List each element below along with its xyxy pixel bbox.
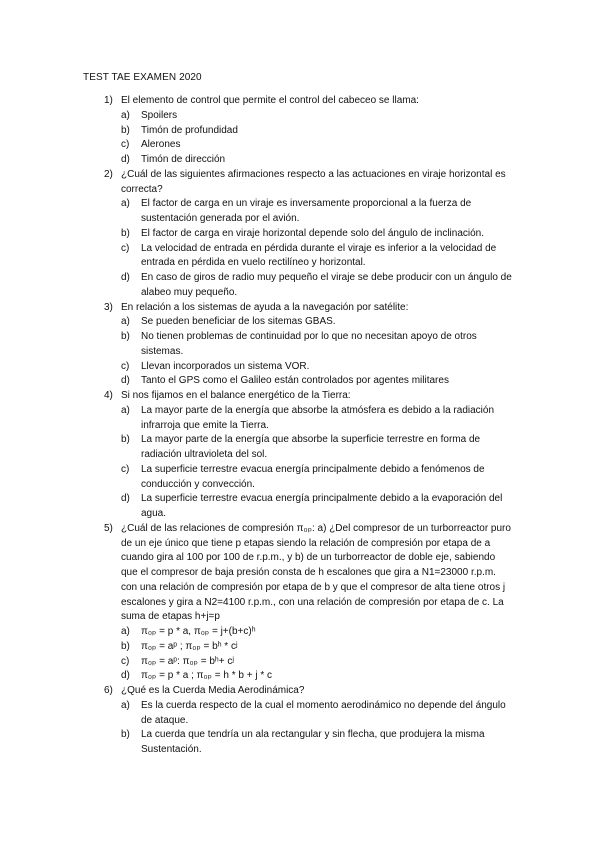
question-text: ¿Qué es la Cuerda Media Aerodinámica? bbox=[121, 685, 305, 696]
answer-option bbox=[0, 374, 600, 389]
question-text: El elemento de control que permite el control del cabeceo se llama: bbox=[121, 95, 419, 106]
option-letter: a) bbox=[121, 109, 130, 121]
answer-option bbox=[0, 212, 600, 227]
option-letter: d) bbox=[121, 375, 130, 387]
option-text: conducción y convección. bbox=[141, 478, 255, 490]
option-text: Llevan incorporados un sistema VOR. bbox=[141, 360, 310, 372]
question-line bbox=[0, 566, 600, 581]
option-text: de ataque. bbox=[141, 714, 189, 726]
option-text: La mayor parte de la energía que absorbe la atmósfera es debido a la radiación bbox=[141, 404, 495, 416]
option-letter: b) bbox=[121, 729, 130, 741]
question-text: Si nos fijamos en el balance energético de la Tierra: bbox=[121, 390, 351, 401]
option-letter: c) bbox=[121, 242, 130, 254]
option-text: Alerones bbox=[141, 139, 181, 151]
option-text: Timón de dirección bbox=[141, 154, 226, 165]
answer-option bbox=[0, 330, 600, 345]
answer-option bbox=[0, 197, 600, 212]
question-6 bbox=[0, 684, 600, 758]
question-line bbox=[0, 537, 600, 552]
answer-option bbox=[0, 507, 600, 522]
option-text: agua. bbox=[141, 508, 167, 519]
question-number: 3) bbox=[104, 301, 113, 313]
option-text: La velocidad de entrada en pérdida durante el viraje es inferior a la velocidad de bbox=[141, 242, 497, 254]
answer-option bbox=[0, 714, 600, 729]
option-letter: c) bbox=[121, 360, 130, 372]
option-letter: c) bbox=[121, 139, 130, 151]
answer-option bbox=[0, 448, 600, 463]
option-text: La superficie terrestre evacua energía principalmente debido a la evaporación del bbox=[141, 493, 503, 505]
answer-option bbox=[0, 625, 600, 640]
question-number: 6) bbox=[104, 685, 113, 696]
answer-option bbox=[0, 640, 600, 655]
option-text: sistemas. bbox=[141, 345, 184, 357]
option-text: alabeo muy pequeño. bbox=[141, 286, 238, 298]
question-text: ¿Cuál de las relaciones de compresión π₀ₚ: a) ¿Del compresor de un turborreactor puro bbox=[121, 522, 511, 534]
answer-option bbox=[0, 669, 600, 684]
question-line bbox=[0, 168, 600, 183]
answer-option bbox=[0, 153, 600, 168]
question-number: 2) bbox=[104, 168, 113, 180]
question-3 bbox=[0, 301, 600, 390]
question-text: con una relación de compresión por etapa de b y que el compresor de alta tiene otros j bbox=[121, 581, 506, 593]
option-text: Timón de profundidad bbox=[141, 124, 238, 136]
option-text: π₀ₚ = p * a ; π₀ₚ = h * b + j * c bbox=[141, 670, 273, 682]
option-text: π₀ₚ = aᵖ: π₀ₚ = bʰ+ cʲ bbox=[141, 655, 234, 667]
answer-option bbox=[0, 256, 600, 271]
option-letter: d) bbox=[121, 670, 130, 682]
answer-option bbox=[0, 478, 600, 493]
question-line bbox=[0, 596, 600, 611]
question-text: correcta? bbox=[121, 183, 163, 195]
answer-option bbox=[0, 492, 600, 507]
question-line bbox=[0, 684, 600, 699]
option-text: En caso de giros de radio muy pequeño el viraje se debe producir con un ángulo de bbox=[141, 272, 512, 283]
option-letter: b) bbox=[121, 124, 130, 136]
option-text: No tienen problemas de continuidad por lo que no necesitan apoyo de otros bbox=[141, 331, 477, 342]
question-line bbox=[0, 183, 600, 198]
option-letter: b) bbox=[121, 331, 130, 342]
question-line bbox=[0, 551, 600, 566]
question-5 bbox=[0, 522, 600, 684]
option-text: infrarroja que emite la Tierra. bbox=[141, 419, 269, 431]
question-text: En relación a los sistemas de ayuda a la navegación por satélite: bbox=[121, 301, 409, 313]
answer-option bbox=[0, 286, 600, 301]
option-letter: c) bbox=[121, 463, 130, 475]
option-text: La cuerda que tendría un ala rectangular y sin flecha, que produjera la misma bbox=[141, 729, 485, 741]
option-text: radiación ultravioleta del sol. bbox=[141, 449, 268, 460]
question-list bbox=[0, 94, 600, 758]
question-number: 5) bbox=[104, 522, 113, 534]
answer-option bbox=[0, 433, 600, 448]
answer-option bbox=[0, 743, 600, 758]
answer-option bbox=[0, 109, 600, 124]
answer-option bbox=[0, 655, 600, 670]
option-text: El factor de carga en un viraje es inversamente proporcional a la fuerza de bbox=[141, 198, 472, 210]
option-text: π₀ₚ = p * a, π₀ₚ = j+(b+c)ʰ bbox=[141, 626, 256, 637]
question-line bbox=[0, 610, 600, 625]
answer-option bbox=[0, 315, 600, 330]
question-line bbox=[0, 522, 600, 537]
question-text: ¿Cuál de las siguientes afirmaciones respecto a las actuaciones en viraje horizontal es bbox=[121, 168, 506, 180]
option-text: π₀ₚ = aᵖ ; π₀ₚ = bʰ * cʲ bbox=[141, 640, 238, 652]
option-letter: a) bbox=[121, 198, 130, 210]
option-text: Es la cuerda respecto de la cual el momento aerodinámico no depende del ángulo bbox=[141, 699, 506, 711]
question-text: escalones y gira a N2=4100 r.p.m., con una relación de compresión por etapa de c. La bbox=[121, 596, 504, 608]
answer-option bbox=[0, 227, 600, 242]
question-text: que el compresor de baja presión consta de h escalones que gira a N1=23000 r.p.m. bbox=[121, 567, 496, 578]
option-text: entrada en pérdida en vuelo rectilíneo y horizontal. bbox=[141, 257, 366, 269]
option-text: Sustentación. bbox=[141, 744, 202, 755]
answer-option bbox=[0, 419, 600, 434]
option-text: La superficie terrestre evacua energía principalmente debido a fenómenos de bbox=[141, 463, 485, 475]
option-text: sustentación generada por el avión. bbox=[141, 213, 300, 224]
answer-option bbox=[0, 728, 600, 743]
option-text: El factor de carga en viraje horizontal depende solo del ángulo de inclinación. bbox=[141, 227, 485, 239]
option-text: Se pueden beneficiar de los sitemas GBAS. bbox=[141, 316, 336, 328]
option-text: Tanto el GPS como el Galileo están controlados por agentes militares bbox=[141, 375, 449, 387]
question-text: cuando gira al 100 por 100 de r.p.m., y b) de un turborreactor de doble eje, sabiendo bbox=[121, 552, 496, 564]
question-text: de un eje único que tiene p etapas siendo la relación de compresión por etapa de a bbox=[121, 537, 491, 549]
answer-option bbox=[0, 404, 600, 419]
question-number: 4) bbox=[104, 390, 113, 401]
option-letter: a) bbox=[121, 316, 130, 328]
question-line bbox=[0, 389, 600, 404]
answer-option bbox=[0, 360, 600, 375]
option-text: La mayor parte de la energía que absorbe la superficie terrestre en forma de bbox=[141, 434, 481, 446]
question-line bbox=[0, 94, 600, 109]
option-letter: c) bbox=[121, 655, 130, 667]
question-text: suma de etapas h+j=p bbox=[121, 611, 220, 623]
question-number: 1) bbox=[104, 95, 113, 106]
answer-option bbox=[0, 138, 600, 153]
question-line bbox=[0, 301, 600, 316]
question-line bbox=[0, 581, 600, 596]
document-title: TEST TAE EXAMEN 2020 bbox=[83, 72, 202, 83]
answer-option bbox=[0, 242, 600, 257]
option-text: Spoilers bbox=[141, 109, 178, 121]
option-letter: b) bbox=[121, 434, 130, 446]
question-4 bbox=[0, 389, 600, 522]
option-letter: b) bbox=[121, 227, 130, 239]
answer-option bbox=[0, 699, 600, 714]
answer-option bbox=[0, 345, 600, 360]
answer-option bbox=[0, 463, 600, 478]
question-2 bbox=[0, 168, 600, 301]
option-letter: d) bbox=[121, 272, 130, 283]
option-letter: d) bbox=[121, 154, 130, 165]
option-letter: b) bbox=[121, 640, 130, 652]
option-letter: a) bbox=[121, 404, 130, 416]
option-letter: a) bbox=[121, 626, 130, 637]
option-letter: a) bbox=[121, 699, 130, 711]
answer-option bbox=[0, 271, 600, 286]
option-letter: d) bbox=[121, 493, 130, 505]
answer-option bbox=[0, 124, 600, 139]
question-1 bbox=[0, 94, 600, 168]
